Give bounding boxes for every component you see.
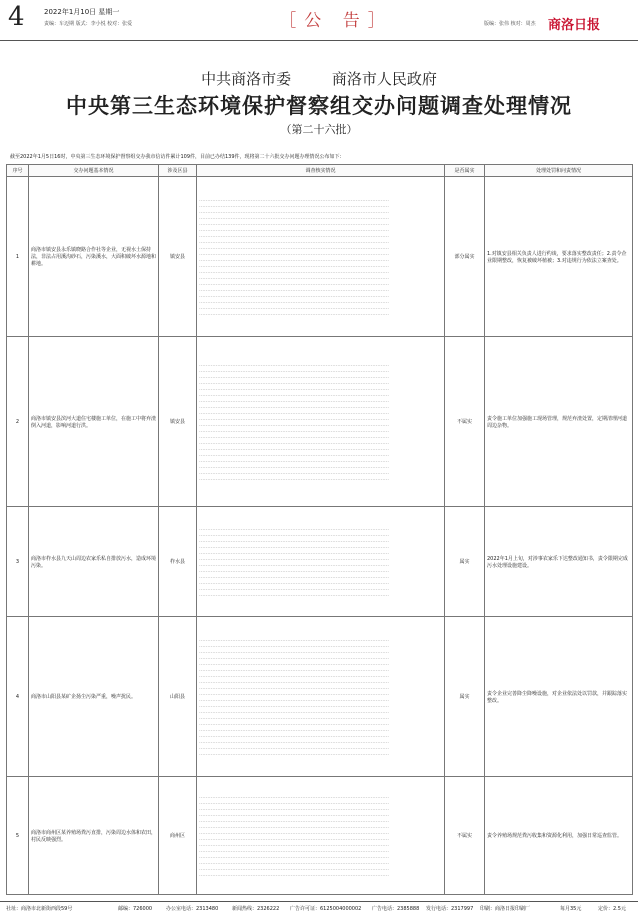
row-issue: 商洛市镇安县滨河大道住宅楼施工单位，在施工中将弃渣倒入河道，影响河道行洪。: [29, 337, 159, 507]
row-penalty: 责令施工单位加强施工现场管理，规范弃渣处置，定期清理河道周边杂物。: [485, 337, 633, 507]
footer-distribution-phone: 发行电话：2317997: [426, 906, 474, 912]
row-penalty: 2022年1月上旬，对涉事农家乐下达整改通知书，责令限期完成污水处理设施建设。: [485, 507, 633, 617]
footer-address: 社址：商洛市北新街西段59号: [6, 906, 73, 912]
row-investigation: …………………………………………………………………………………………………… …………………………………………………………………………………………………… …………………………………………………………………………………………………… …………………………………………………………………………………………………… …………………………………………………………………………………………………… …………………………………………………………………………………………………… …………………………………………………………………………………………………… …………………………………………………………………………………………………… …………………………………………………………………………………………………… …………………………………………………………………………………………………… …………………………………………………………………………………………………… …………………………………………………………………………………………………… …………………………………………………………………………………………………… …………………………………………………………………………………………………… …………………………………………………………………………………………………… …………………………………………………………………………………………………… …………………………………………………………………………………………………… …………………………………………………………………………………………………… …………………………………………………………………………………………………… ……………………………………………………………………………………………………: [197, 617, 445, 777]
row-issue: 商洛市镇安县永乐镇晓路合作社等企业，无视水土保持法，非法占用溪沟砂石，污染溪水，大面积破坏水源地和耕地。: [29, 177, 159, 337]
col-header-no: 序号: [7, 165, 29, 177]
row-issue: 商洛市山阳县某矿企扬尘污染严重，噪声扰民。: [29, 617, 159, 777]
row-county: 镇安县: [159, 177, 197, 337]
issue-date: 2022年1月10日 星期一: [44, 8, 120, 16]
issuers-line: [0, 68, 638, 89]
report-table: [6, 164, 633, 895]
col-header-county: 涉及区县: [159, 165, 197, 177]
row-penalty: 责令企业完善降尘降噪设施，对企业依法处以罚款，并跟踪落实整改。: [485, 617, 633, 777]
table-row: [7, 777, 633, 895]
row-verified: 部分属实: [445, 177, 485, 337]
footer-printer: 印刷：商洛日报印刷厂: [480, 906, 531, 912]
row-issue: 商洛市商州区某养殖场粪污直排，污染周边水体和农田，村民反映强烈。: [29, 777, 159, 895]
row-investigation: …………………………………………………………………………………………………… …………………………………………………………………………………………………… …………………………………………………………………………………………………… …………………………………………………………………………………………………… …………………………………………………………………………………………………… …………………………………………………………………………………………………… …………………………………………………………………………………………………… …………………………………………………………………………………………………… …………………………………………………………………………………………………… …………………………………………………………………………………………………… …………………………………………………………………………………………………… …………………………………………………………………………………………………… …………………………………………………………………………………………………… …………………………………………………………………………………………………… …………………………………………………………………………………………………… …………………………………………………………………………………………………… …………………………………………………………………………………………………… …………………………………………………………………………………………………… …………………………………………………………………………………………………… ……………………………………………………………………………………………………: [197, 337, 445, 507]
row-verified: 不属实: [445, 777, 485, 895]
footer-post: 邮编：726000: [118, 906, 153, 912]
table-row: [7, 337, 633, 507]
row-no: 3: [7, 507, 29, 617]
row-no: 2: [7, 337, 29, 507]
col-header-issue: 交办问题基本情况: [29, 165, 159, 177]
editor-credits-left: 责编：车迈期 版式：李小悦 校对：张爱: [44, 21, 133, 27]
table-header-row: [7, 165, 633, 177]
row-issue: 商洛市柞水县九天山周边农家乐私自排放污水，造成环境污染。: [29, 507, 159, 617]
row-county: 山阳县: [159, 617, 197, 777]
table-row: [7, 507, 633, 617]
footer-monthly-price: 每月35元: [560, 906, 582, 912]
headline: 中央第三生态环境保护督察组交办问题调查处理情况: [66, 94, 572, 118]
row-county: 镇安县: [159, 337, 197, 507]
row-no: 5: [7, 777, 29, 895]
page-footer: [0, 901, 638, 914]
col-header-penalty: 处理处罚和问责情况: [485, 165, 633, 177]
footer-ad-license: 广告许可证：6125004000002: [290, 906, 362, 912]
row-county: 柞水县: [159, 507, 197, 617]
batch-number: （第二十六批）: [280, 123, 358, 136]
footer-news-hotline: 新闻热线：2326222: [232, 906, 280, 912]
footer-issue-price: 定价：2.5元: [598, 906, 626, 912]
row-no: 4: [7, 617, 29, 777]
row-investigation: …………………………………………………………………………………………………… …………………………………………………………………………………………………… …………………………………………………………………………………………………… …………………………………………………………………………………………………… …………………………………………………………………………………………………… …………………………………………………………………………………………………… …………………………………………………………………………………………………… …………………………………………………………………………………………………… …………………………………………………………………………………………………… …………………………………………………………………………………………………… …………………………………………………………………………………………………… ……………………………………………………………………………………………………: [197, 507, 445, 617]
page-number: 4: [8, 2, 25, 32]
row-no: 1: [7, 177, 29, 337]
col-header-investigation: 调查核实情况: [197, 165, 445, 177]
table-row: [7, 617, 633, 777]
table-row: [7, 177, 633, 337]
footer-ad-phone: 广告电话：2385888: [372, 906, 420, 912]
section-title: ［公 告］: [279, 11, 393, 31]
col-header-verified: 是否属实: [445, 165, 485, 177]
page-header: [0, 0, 638, 41]
intro-paragraph: 截至2022年1月5日16时，中央第三生态环境保护督察组交办我市信访件累计109件，目前已办结139件，现将第二十六批交办问题办理情况公布如下：: [10, 154, 345, 160]
issuer-party: 中共商洛市委: [201, 70, 292, 88]
footer-office-phone: 办公室电话：2313480: [166, 906, 219, 912]
row-verified: 不属实: [445, 337, 485, 507]
row-county: 商州区: [159, 777, 197, 895]
row-penalty: 1.对镇安县相关负责人进行约谈，要求落实整改责任；2.责令企业限期整改，恢复被破坏植被；3.对违规行为依法立案查处。: [485, 177, 633, 337]
row-investigation: …………………………………………………………………………………………………… …………………………………………………………………………………………………… …………………………………………………………………………………………………… …………………………………………………………………………………………………… …………………………………………………………………………………………………… …………………………………………………………………………………………………… …………………………………………………………………………………………………… …………………………………………………………………………………………………… …………………………………………………………………………………………………… …………………………………………………………………………………………………… …………………………………………………………………………………………………… …………………………………………………………………………………………………… …………………………………………………………………………………………………… …………………………………………………………………………………………………… …………………………………………………………………………………………………… …………………………………………………………………………………………………… …………………………………………………………………………………………………… …………………………………………………………………………………………………… …………………………………………………………………………………………………… ……………………………………………………………………………………………………: [197, 177, 445, 337]
issuer-government: 商洛市人民政府: [331, 70, 437, 88]
editor-credits-right: 版编：张伟 核对：周杰: [484, 21, 536, 27]
row-verified: 属实: [445, 507, 485, 617]
row-verified: 属实: [445, 617, 485, 777]
newspaper-logo: 商洛日报: [548, 18, 601, 33]
row-penalty: 责令养殖场规范粪污收集和资源化利用，加强日常巡查监管。: [485, 777, 633, 895]
row-investigation: …………………………………………………………………………………………………… …………………………………………………………………………………………………… …………………………………………………………………………………………………… …………………………………………………………………………………………………… …………………………………………………………………………………………………… …………………………………………………………………………………………………… …………………………………………………………………………………………………… …………………………………………………………………………………………………… …………………………………………………………………………………………………… …………………………………………………………………………………………………… …………………………………………………………………………………………………… …………………………………………………………………………………………………… …………………………………………………………………………………………………… ……………………………………………………………………………………………………: [197, 777, 445, 895]
